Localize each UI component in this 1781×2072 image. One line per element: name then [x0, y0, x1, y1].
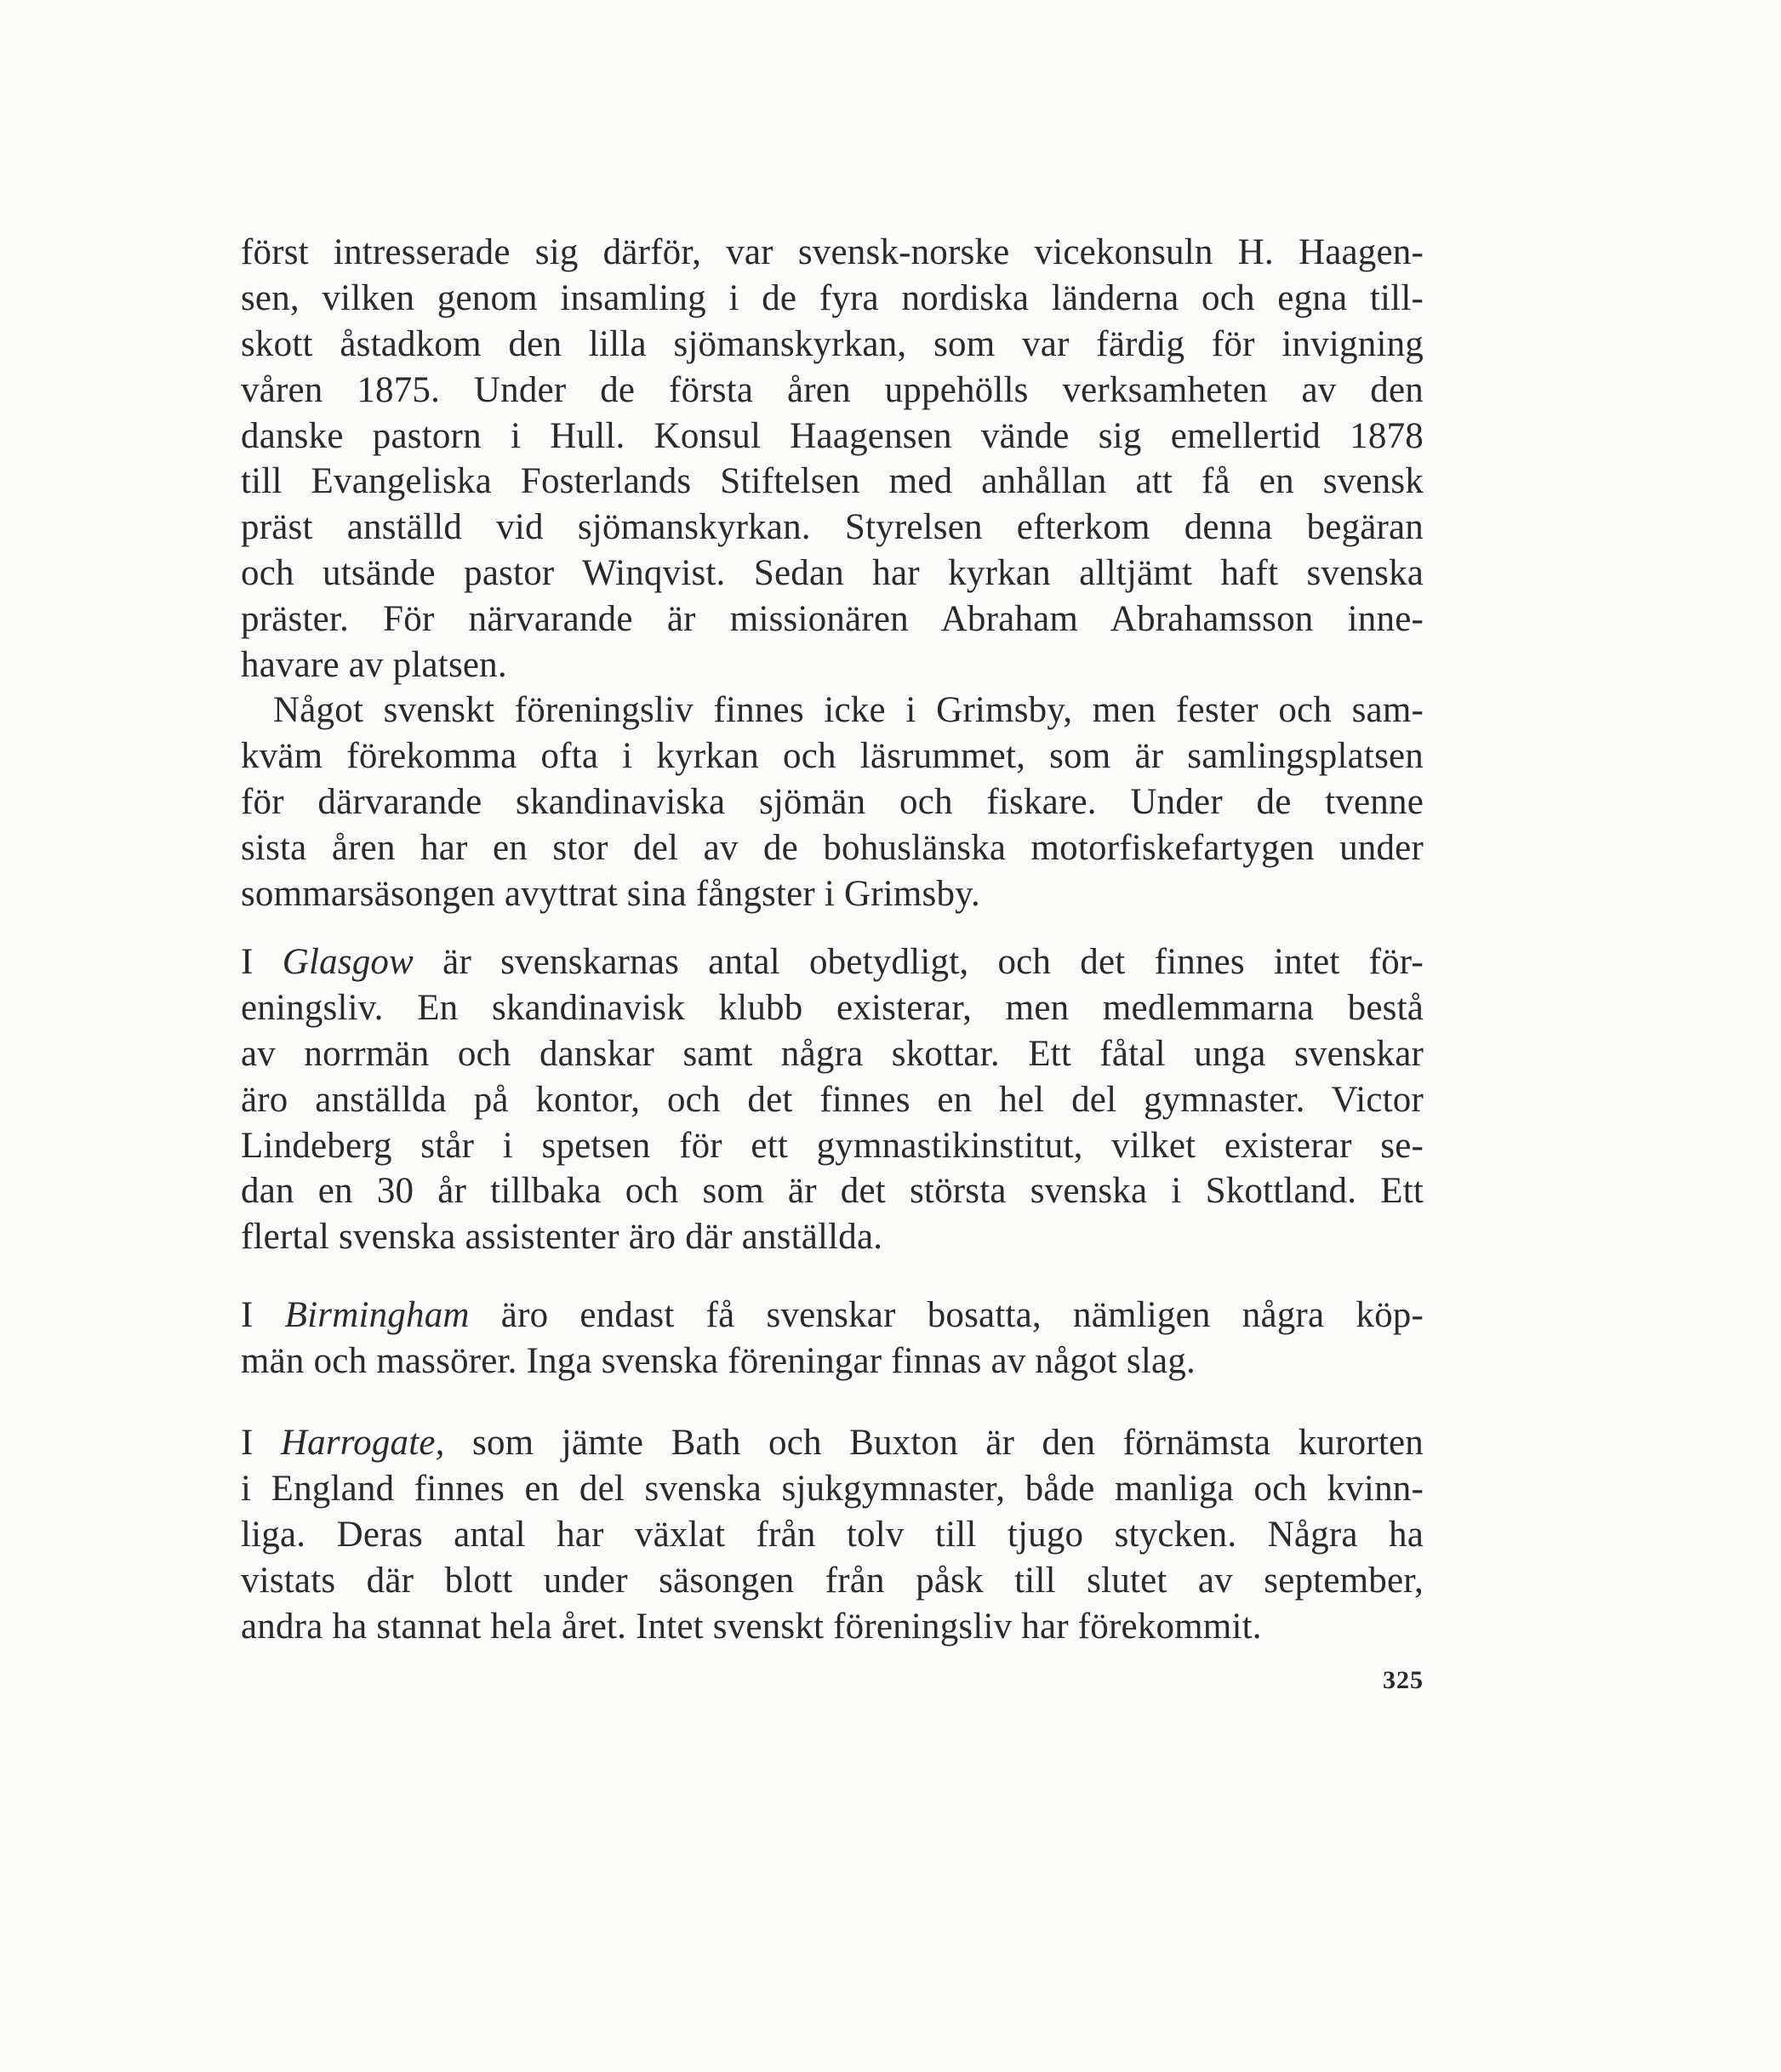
- text-line: för därvarande skandinaviska sjömän och fiskare. Under de tvenne: [241, 781, 1424, 822]
- place-name-glasgow: Glasgow: [282, 942, 414, 982]
- text-line: sen, vilken genom insamling i de fyra nordiska länderna och egna till-: [241, 277, 1424, 318]
- text-line: av norrmän och danskar samt några skottar. Ett fåtal unga svenskar: [241, 1033, 1424, 1074]
- text-line: män och massörer. Inga svenska föreningar finnas av något slag.: [241, 1340, 1196, 1381]
- text-line: präst anställd vid sjömanskyrkan. Styrelsen efterkom denna begäran: [241, 507, 1424, 548]
- text-line: havare av platsen.: [241, 645, 507, 686]
- text-line: [241, 1420, 1424, 1466]
- text-line: först intresserade sig därför, var svensk-norske vicekonsuln H. Haagen-: [241, 232, 1424, 272]
- paragraph-haagensen-church: [241, 230, 1424, 688]
- text-line: [241, 939, 1424, 985]
- text-line: dan en 30 år tillbaka och som är det största svenska i Skottland. Ett: [241, 1171, 1424, 1212]
- text-line: vistats där blott under säsongen från påsk till slutet av september,: [241, 1560, 1424, 1601]
- paragraph-birmingham: [241, 1293, 1424, 1384]
- paragraph-grimsby-society: [241, 688, 1424, 916]
- text-line: och utsände pastor Winqvist. Sedan har kyrkan alltjämt haft svenska: [241, 553, 1424, 594]
- text-line: skott åstadkom den lilla sjömanskyrkan, som var färdig för invigning: [241, 323, 1424, 364]
- line-prefix: I: [241, 942, 283, 982]
- text-line: [241, 1293, 1424, 1339]
- text-line: flertal svenska assistenter äro där anställda.: [241, 1217, 883, 1258]
- line-prefix: I: [241, 1423, 281, 1463]
- page-number: 325: [1383, 1666, 1424, 1694]
- text-line: eningsliv. En skandinavisk klubb existerar, men medlemmarna bestå: [241, 987, 1424, 1028]
- text-line: sista åren har en stor del av de bohuslänska motorfiskefartygen under: [241, 827, 1424, 868]
- text-line: äro anställda på kontor, och det finnes en hel del gymnaster. Victor: [241, 1079, 1424, 1120]
- text-line: danske pastorn i Hull. Konsul Haagensen vände sig emellertid 1878: [241, 415, 1424, 456]
- place-name-harrogate: Harrogate,: [280, 1423, 445, 1463]
- text-line: sommarsäsongen avyttrat sina fångster i Grimsby.: [241, 873, 981, 914]
- place-name-birmingham: Birmingham: [284, 1295, 470, 1335]
- paragraph-harrogate: [241, 1420, 1424, 1649]
- line-suffix: äro endast få svenskar bosatta, nämligen några köp-: [469, 1295, 1424, 1335]
- text-line: kväm förekomma ofta i kyrkan och läsrummet, som är samlingsplatsen: [241, 735, 1424, 776]
- line-suffix: är svenskarnas antal obetydligt, och det finnes intet för-: [414, 942, 1424, 982]
- text-line: Lindeberg står i spetsen för ett gymnastikinstitut, vilket existerar se-: [241, 1125, 1424, 1166]
- text-line: andra ha stannat hela året. Intet svenskt föreningsliv har förekommit.: [241, 1606, 1262, 1647]
- text-line: liga. Deras antal har växlat från tolv till tjugo stycken. Några ha: [241, 1514, 1424, 1555]
- text-line: våren 1875. Under de första åren uppehölls verksamheten av den: [241, 369, 1424, 410]
- line-suffix: som jämte Bath och Buxton är den förnämsta kurorten: [444, 1423, 1424, 1463]
- line-prefix: I: [241, 1295, 285, 1335]
- paragraph-glasgow: [241, 939, 1424, 1260]
- text-line: Något svenskt föreningsliv finnes icke i Grimsby, men fester och sam-: [273, 690, 1424, 730]
- text-line: präster. För närvarande är missionären Abraham Abrahamsson inne-: [241, 599, 1424, 640]
- text-line: i England finnes en del svenska sjukgymnaster, både manliga och kvinn-: [241, 1468, 1424, 1509]
- text-line: till Evangeliska Fosterlands Stiftelsen med anhållan att få en svensk: [241, 461, 1424, 502]
